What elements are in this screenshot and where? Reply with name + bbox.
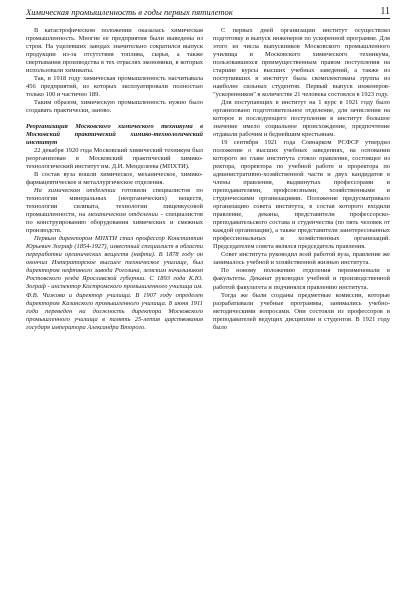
- section-title: Реорганизация Московского химического техникума в Московский практический химико-технологический институт: [26, 123, 203, 147]
- paragraph: С первых дней организации институт осуществлял подготовку и выпуск инженеров по ускоренной программе. Для этого из числа выпускников Московского промышленного училища и Московского химического техникума, пользовавшихся преимущественным правом поступления на старшие курсы высших учебных заведений, а также из поступивших в институт была скомплектована группа из наиболее сильных студентов. Первый выпуск инженеров-"ускоренников" в количестве 21 человека состоялся в 1923 году.: [213, 27, 390, 99]
- paragraph: 22 декабря 1920 года Московский химический техникум был реорганизован в Московский практический химико-технологический институт им. Д.И. Менделеева (МПХТИ).: [26, 147, 203, 171]
- paragraph: Так, в 1918 году химическая промышленность насчитывала 456 предприятий, из которых эксплуатировали полностью только 100 и частично 189.: [26, 75, 203, 99]
- paragraph: Таким образом, химическую промышленность нужно было создавать практически, заново.: [26, 99, 203, 115]
- paragraph: Совет института руководил всей работой вуза, правление же занималось учебной и хозяйственной жизнью института.: [213, 251, 390, 267]
- running-header-title: Химическая промышленность в годы первых пятилеток: [26, 7, 233, 17]
- paragraph: Для поступающих в институт на 1 курс в 1921 году было организовано подготовительное отделение, для зачисления на которое и последующего поступления в институт большое значение имело социальное происхождение, предпочтение отдавали рабочим и беднейшим крестьянам.: [213, 99, 390, 139]
- text-run: готовили специалистов по технологии минеральных (неорганических) веществ, технологии силиката, технологии пищевкусовой промышленности, на: [26, 187, 203, 219]
- paragraph-italic: Первым директором МПХТИ стал профессор Константин Юрьевич Зограф (1854-1927), известный специалист в области переработки органических веществ (нефти). В 1878 году он окончил Императорское высшее техническое училище, был директором нефтяного завода Рогозина, земским начальником Ростовского уезда Ярославской губернии. С 1893 года К.Ю. Зограф - инспектор Костромского промышленного училища им. Ф.В. Чижова и директор училища. В 1907 году определен директором Казанского промышленного училища. 8 июня 1911 года переведен на должность директора Московского промышленного училища в память 25-летия царствования государя императора Александра Второго.: [26, 235, 203, 331]
- paragraph: Тогда же были созданы предметные комиссии, которые разрабатывали учебные программы, занимались учебно-методическими вопросами. Они состояли из профессоров и преподавателей ведущих дисциплин и студентов. В 1921 году было: [213, 291, 390, 331]
- paragraph: В катастрофическом положении оказалась химическая промышленность. Многие ее предприятия были выведены из строя. На уцелевших заводах значительно сократился выпуск продукции из-за отсутствия топлива, сырья, а также свертывания производства в тех отраслях экономики, в которых использовали химикаты.: [26, 27, 203, 75]
- spacer: [26, 115, 203, 123]
- text-columns: [26, 27, 390, 332]
- right-column: [213, 27, 390, 332]
- page-number: 11: [380, 6, 390, 17]
- paragraph: По новому положению отделения переименовали в факультеты. Деканат руководил учебной и производственной работой факультета и подчинялся правлению института.: [213, 267, 390, 291]
- emphasis: механическом отделении: [87, 211, 158, 219]
- left-column: [26, 27, 203, 332]
- emphasis: На химическом отделении: [34, 187, 116, 195]
- text-run: - специалистов по конструированию оборудования химических и смежных производств.: [26, 211, 204, 235]
- paragraph: [26, 187, 203, 235]
- running-header: [26, 6, 390, 19]
- paragraph: 19 сентября 1921 года Совнарком РСФСР утвердил положение о высших учебных заведениях, на основании которого во главе института стояло правление, состоящее из ректора, проректора по учебной работе и проректора по административно-хозяйственной части и двух кандидатов в члены правления, выдвинутых профессорами и преподавателями, профсоюзными, хозяйственными и студенческими организациями. Положение предусматривало организацию совета института, в состав которого входили правление, деканы, представители профессорско-преподавательского состава и студенчества (по пять человек от каждой организации), а также представители заинтересованных профессиональных и хозяйственных организаций. Председателем совета являлся председатель правления.: [213, 139, 390, 251]
- paragraph: В состав вуза вошли химическое, механическое, химико-фармацевтическое и металлургическое отделения.: [26, 171, 203, 187]
